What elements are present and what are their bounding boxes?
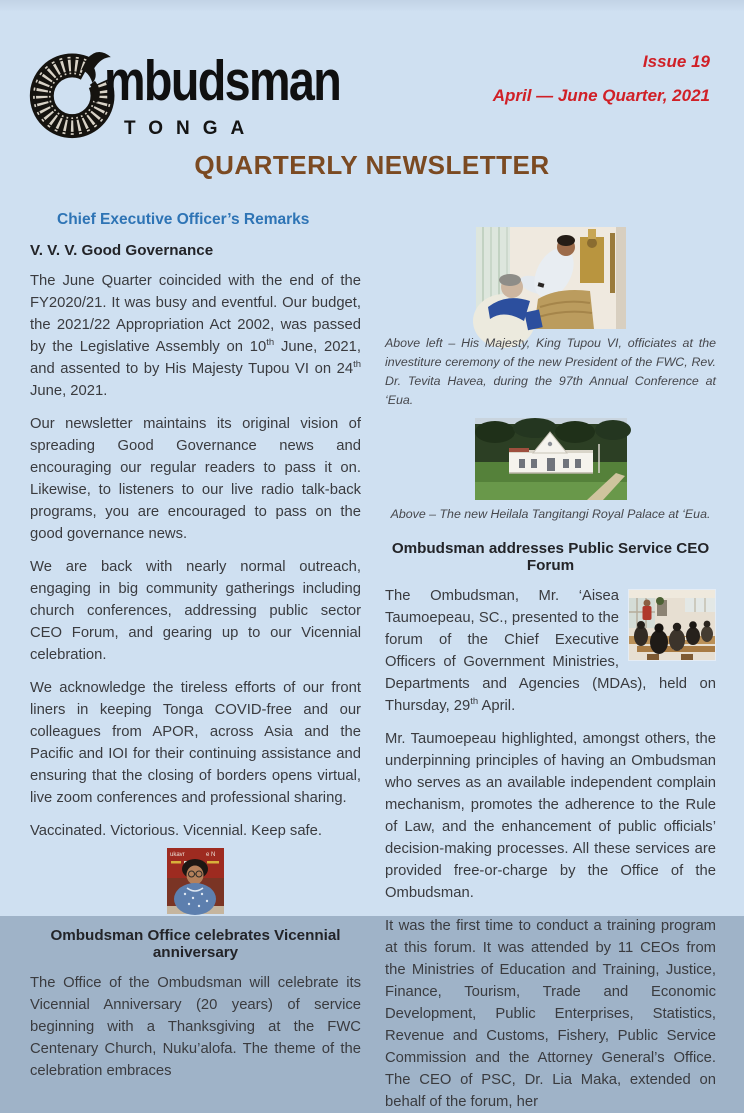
- palace-photo: [385, 418, 716, 500]
- portrait-photo-image: [167, 848, 224, 914]
- investiture-photo: [385, 227, 716, 329]
- ceo-remarks-paragraph-4: We acknowledge the tireless efforts of our front liners in keeping Tonga COVID-free and our colleagues from APOR, across Asia and the Pacific and IOI for their continuing assistance and ensuring that the closing of borders opens virtual, live zoom conferences and professional sharing.: [30, 680, 361, 806]
- svg-text:e N: e N: [206, 852, 216, 858]
- forum-heading: Ombudsman addresses Public Service CEO Forum: [391, 540, 710, 574]
- page-top-shade: [0, 0, 744, 12]
- issue-block: [493, 52, 710, 106]
- logo-subtext: TONGA: [124, 118, 258, 139]
- forum-paragraph-1: The Ombudsman, Mr. ‘Aisea Taumoepeau, SC., presented to the forum of the Chief Executive Officers of Government Ministries, Departments and Agencies (MDAs), held on Thursday, 29th April.: [385, 588, 716, 714]
- right-column: [385, 205, 716, 1113]
- newsletter-title: QUARTERLY NEWSLETTER: [194, 150, 550, 180]
- motto-line: Vaccinated. Victorious. Vicennial. Keep safe.: [30, 823, 323, 839]
- ceo-remarks-paragraph-2: Our newsletter maintains its original vision of spreading Good Governance news and encouraging our regular readers to pass it on. Likewise, to listeners to our live radio talk-back programs, you are encouraged to pass on the good governance news.: [30, 416, 361, 542]
- ceo-remarks-paragraph-1: The June Quarter coincided with the end of the FY2020/21. It was busy and eventful. Our budget, the 2021/22 Appropriation Act 2002, was passed by the Legislative Assembly on 10th June, 2021, and assented to by His Majesty Tupou VI on 24th June, 2021.: [30, 273, 361, 399]
- vicennial-heading: Ombudsman Office celebrates Vicennial anniversary: [50, 927, 341, 961]
- forum-paragraph-3: It was the first time to conduct a training program at this forum. It was attended by 11 CEOs from the Ministries of Education and Training, Justice, Finance, Tourism, Trade and Economic Development, Public Enterprises, Statistics, Revenue and Customs, Fishery, Public Service Commission and the Attorney General’s Office. The CEO of PSC, Dr. Lia Maka, extended on behalf of the forum, her: [385, 918, 716, 1110]
- content-columns: [30, 205, 716, 1113]
- ceo-remarks-heading: Chief Executive Officer’s Remarks: [57, 211, 310, 228]
- vicennial-paragraph: The Office of the Ombudsman will celebrate its Vicennial Anniversary (20 years) of service beginning with a Thanksgiving at the FWC Centenary Church, Nuku’alofa. The theme of the celebration embraces: [30, 975, 361, 1079]
- ombudsman-tonga-logo: [28, 46, 358, 146]
- portrait-photo: [30, 848, 361, 914]
- ceo-remarks-paragraph-3: We are back with nearly normal outreach, engaging in big community gatherings including church conferences, addressing public sector CEO Forum, and gearing up to our Vicennial celebration.: [30, 559, 361, 663]
- investiture-photo-image: [476, 227, 626, 329]
- forum-paragraph-2: Mr. Taumoepeau highlighted, amongst others, the underpinning principles of having an Ombudsman who serves as an available independent complain mechanism, promotes the adherence to the Rule of Law, and the enhancement of public officials’ decision-making processes. All these services are provided free-or-charge by the Office of the Ombudsman.: [385, 731, 716, 901]
- left-column: [30, 205, 361, 1113]
- logo-wordmark: mbudsman: [104, 49, 341, 113]
- svg-text:ukavr: ukavr: [170, 852, 185, 858]
- palace-photo-image: [475, 418, 627, 500]
- investiture-caption: Above left – His Majesty, King Tupou VI, officiates at the investiture ceremony of the new President of the FWC, Rev. Dr. Tevita Havea, during the 97th Annual Conference at ‘Eua.: [385, 336, 716, 407]
- forum-photo-image: [628, 589, 716, 661]
- good-governance-subheading: V. V. V. Good Governance: [30, 242, 214, 259]
- issue-period: April — June Quarter, 2021: [492, 86, 710, 105]
- palace-caption: Above – The new Heilala Tangitangi Royal Palace at ‘Eua.: [390, 507, 711, 521]
- issue-number: Issue 19: [642, 52, 710, 71]
